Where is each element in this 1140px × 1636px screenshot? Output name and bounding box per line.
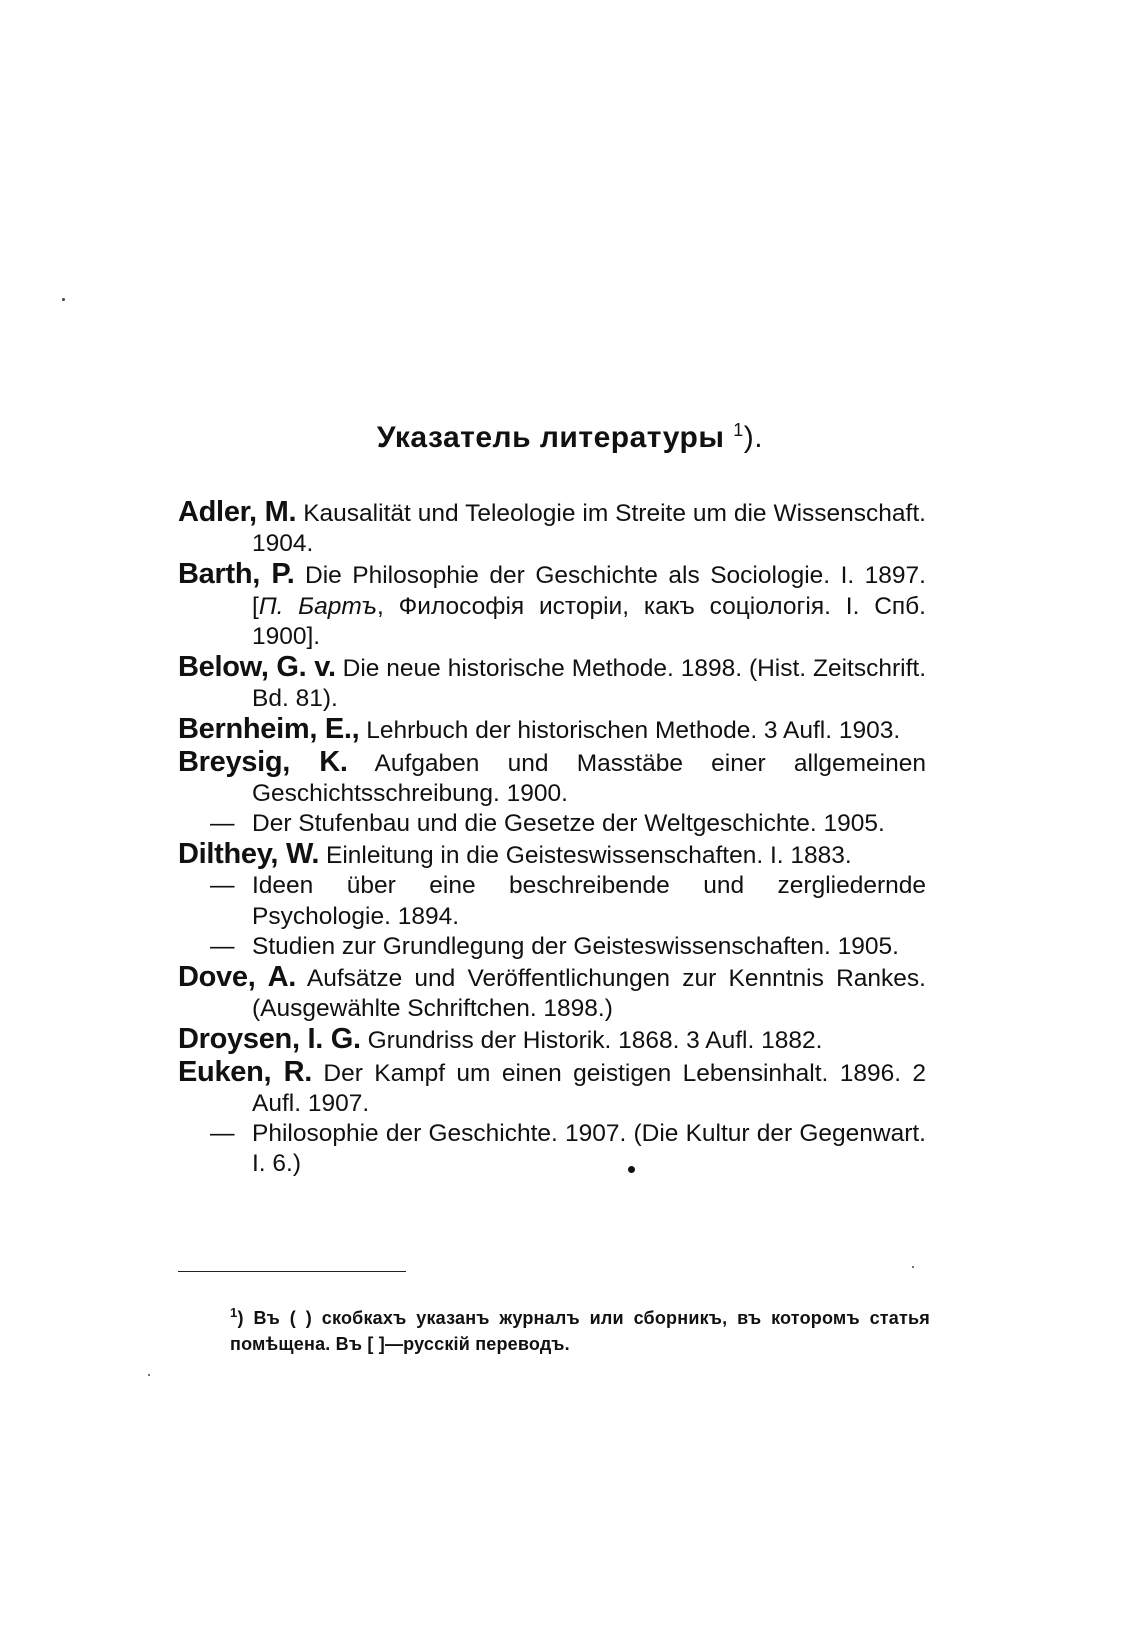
entry-breysig bbox=[178, 747, 926, 809]
bibliography-list bbox=[178, 497, 926, 1179]
footnote-reference: 1 bbox=[733, 420, 744, 440]
entry-adler bbox=[178, 497, 926, 559]
scan-speck bbox=[628, 1166, 635, 1173]
entry-author: Below, G. v. bbox=[178, 651, 336, 684]
ditto-dash: — bbox=[210, 872, 235, 900]
entry-droysen bbox=[178, 1024, 926, 1056]
title-close: ). bbox=[743, 421, 764, 454]
page-title-text: Указатель литературы bbox=[376, 421, 725, 454]
entry-breysig-2 bbox=[178, 809, 926, 839]
scan-speck bbox=[148, 1374, 150, 1376]
ditto-dash: — bbox=[210, 1120, 235, 1148]
entry-text: Ideen über eine beschreibende und zergliedernde Psychologie. 1894. bbox=[252, 872, 926, 930]
entry-text: Der Kampf um einen geistigen Lebensinhalt. 1896. 2 Aufl. 1907. bbox=[252, 1059, 926, 1117]
page-title bbox=[0, 420, 1140, 455]
entry-text: Die Philosophie der Geschichte als Sociologie. I. 1897. [ bbox=[252, 562, 926, 620]
entry-author: Breysig, K. bbox=[178, 745, 348, 778]
entry-author: Adler, M. bbox=[178, 496, 297, 528]
entry-dilthey bbox=[178, 839, 926, 871]
entry-text: Philosophie der Geschichte. 1907. (Die Kultur der Gegenwart. I. 6.) bbox=[252, 1120, 926, 1178]
entry-dilthey-2 bbox=[178, 871, 926, 931]
entry-euken bbox=[178, 1057, 926, 1119]
scan-speck bbox=[62, 298, 65, 301]
entry-author: Barth, P. bbox=[178, 558, 295, 591]
footnote-text: ) Въ ( ) скобкахъ указанъ журналъ или сборникъ, въ которомъ статья помѣщена. Въ [ ]—русскій переводъ. bbox=[230, 1308, 930, 1354]
russian-translation-author: П. Бартъ bbox=[258, 592, 378, 620]
entry-text: Aufgaben und Masstäbe einer allgemeinen Geschichtsschreibung. 1900. bbox=[252, 749, 926, 807]
footnote-divider bbox=[178, 1271, 406, 1272]
entry-below bbox=[178, 652, 926, 714]
russian-translation-text: , Философія исторіи, какъ соціологія. I. Спб. 1900]. bbox=[252, 592, 926, 650]
entry-author: Droysen, I. G. bbox=[178, 1023, 361, 1056]
entry-dove bbox=[178, 962, 926, 1024]
entry-euken-2 bbox=[178, 1119, 926, 1179]
entry-text: Einleitung in die Geisteswissenschaften. I. 1883. bbox=[326, 842, 852, 870]
ditto-dash: — bbox=[210, 932, 235, 960]
entry-author: Dilthey, W. bbox=[178, 838, 320, 871]
entry-author: Dove, A. bbox=[178, 961, 296, 994]
entry-author: Bernheim, E., bbox=[178, 713, 360, 746]
ditto-dash: — bbox=[210, 810, 235, 838]
entry-text: Studien zur Grundlegung der Geisteswissenschaften. 1905. bbox=[252, 932, 899, 960]
footnote-mark: 1 bbox=[230, 1305, 238, 1320]
footnote bbox=[230, 1300, 930, 1357]
entry-text: Lehrbuch der historischen Methode. 3 Aufl. 1903. bbox=[366, 717, 901, 745]
entry-text: Die neue historische Methode. 1898. (Hist. Zeitschrift. Bd. 81). bbox=[252, 655, 927, 713]
entry-barth bbox=[178, 559, 926, 652]
entry-text: Kausalität und Teleologie im Streite um die Wissenschaft. 1904. bbox=[252, 500, 926, 558]
entry-bernheim bbox=[178, 714, 926, 746]
entry-text: Grundriss der Historik. 1868. 3 Aufl. 1882. bbox=[367, 1027, 823, 1055]
entry-text: Der Stufenbau und die Gesetze der Weltgeschichte. 1905. bbox=[252, 810, 885, 838]
entry-dilthey-3 bbox=[178, 932, 926, 962]
scan-speck bbox=[912, 1266, 914, 1268]
entry-text: Aufsätze und Veröffentlichungen zur Kenntnis Rankes. (Ausgewählte Schriftchen. 1898.) bbox=[252, 965, 926, 1023]
entry-author: Euken, R. bbox=[178, 1055, 313, 1088]
